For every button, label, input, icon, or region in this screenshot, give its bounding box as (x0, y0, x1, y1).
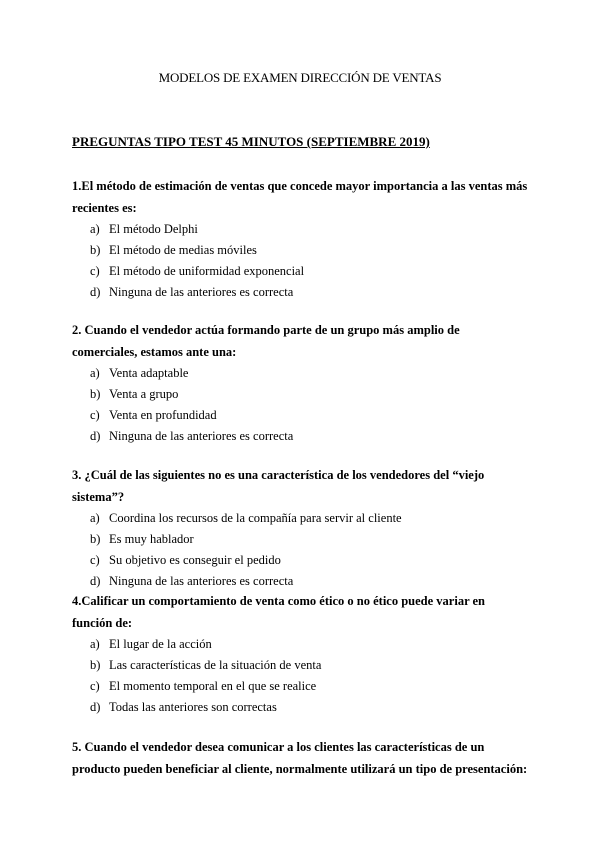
option-d: d) Ninguna de las anteriores es correcta (90, 285, 294, 299)
question-3 (72, 464, 528, 592)
question-1 (72, 175, 528, 303)
option-a: a) El lugar de la acción (90, 637, 212, 651)
question-text: 5. Cuando el vendedor desea comunicar a los clientes las características de un producto pueden beneficiar al cliente, normalmente utilizará un tipo de presentación: (72, 740, 528, 776)
option-c: c) Su objetivo es conseguir el pedido (90, 553, 281, 567)
option-a: a) El método Delphi (90, 222, 198, 236)
option-b: b) Es muy hablador (90, 532, 194, 546)
question-text: 1.El método de estimación de ventas que concede mayor importancia a las ventas más recientes es: (72, 179, 528, 215)
option-d: d) Todas las anteriores son correctas (90, 700, 277, 714)
option-d: d) Ninguna de las anteriores es correcta (90, 429, 294, 443)
option-b: b) Venta a grupo (90, 387, 179, 401)
option-d: d) Ninguna de las anteriores es correcta (90, 574, 294, 588)
option-c: c) El método de uniformidad exponencial (90, 264, 305, 278)
option-a: a) Coordina los recursos de la compañía para servir al cliente (90, 511, 402, 525)
options-list (72, 363, 528, 447)
option-c: c) Venta en profundidad (90, 408, 217, 422)
question-2 (72, 319, 528, 447)
page-title: MODELOS DE EXAMEN DIRECCIÓN DE VENTAS (158, 70, 442, 85)
section-heading: PREGUNTAS TIPO TEST 45 MINUTOS (SEPTIEMBRE 2019) (72, 134, 430, 149)
question-5 (72, 736, 528, 780)
option-a: a) Venta adaptable (90, 366, 189, 380)
option-c: c) El momento temporal en el que se realice (90, 679, 317, 693)
question-4 (72, 590, 528, 718)
question-text: 2. Cuando el vendedor actúa formando parte de un grupo más amplio de comerciales, estamos ante una: (72, 323, 460, 359)
options-list (72, 508, 528, 592)
option-b: b) Las características de la situación de venta (90, 658, 322, 672)
option-b: b) El método de medias móviles (90, 243, 257, 257)
question-text: 4.Calificar un comportamiento de venta como ético o no ético puede variar en función de: (72, 594, 486, 630)
options-list (72, 219, 528, 303)
options-list (72, 634, 528, 718)
question-text: 3. ¿Cuál de las siguientes no es una característica de los vendedores del “viejo sistema”? (72, 468, 485, 504)
